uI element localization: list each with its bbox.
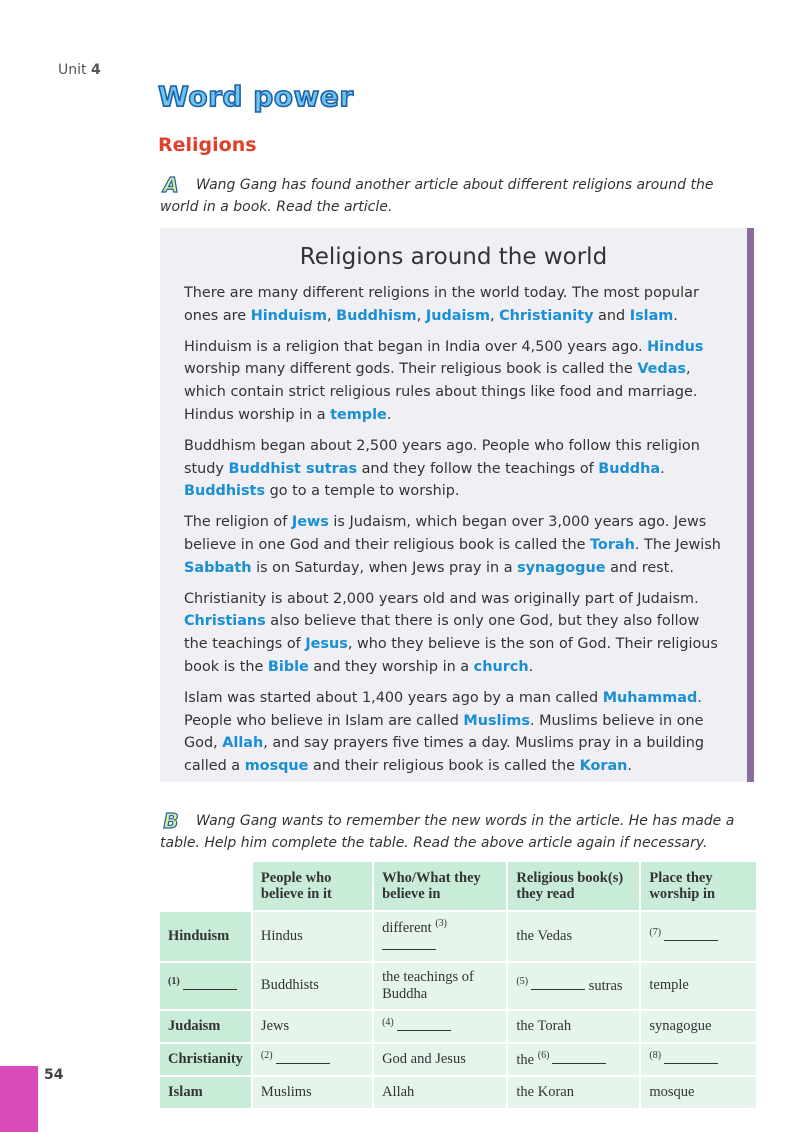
cell-text: temple (649, 977, 689, 994)
paragraph-text: , (489, 307, 500, 324)
table-row (159, 1010, 757, 1043)
table-header-row (159, 861, 757, 911)
paragraph-text: There are many different religions in the world today. The most popular ones are (184, 285, 699, 324)
row-header (159, 1076, 252, 1109)
row-header (159, 1010, 252, 1043)
answer-blank[interactable] (664, 928, 718, 941)
answer-blank[interactable] (664, 1051, 718, 1064)
keyword: Christianity (499, 307, 594, 324)
paragraph-text: , which contain strict religious rules about things like food and marriage. Hindus worship in a (184, 361, 698, 423)
answer-blank[interactable] (276, 1051, 330, 1064)
keyword: Allah (222, 735, 264, 752)
paragraph-text: . People who believe in Islam are called (184, 689, 702, 729)
cell-text: Christianity (168, 1050, 243, 1067)
vocabulary-table (158, 860, 758, 1110)
keyword: mosque (244, 758, 309, 775)
unit-number: 4 (90, 62, 101, 78)
paragraph-text: is on Saturday, when Jews pray in a (251, 559, 518, 576)
keyword: Sabbath (184, 559, 252, 576)
keyword: Christians (184, 613, 266, 630)
table-row (159, 1043, 757, 1076)
paragraph-text: . (673, 307, 678, 324)
paragraph-text: Hinduism is a religion that began in India over 4,500 years ago. (184, 338, 648, 355)
paragraph-text: . The Jewish (634, 536, 721, 553)
paragraph-text: The religion of (184, 514, 292, 531)
row-header (159, 911, 252, 962)
cell-text: Judaism (168, 1017, 221, 1034)
keyword: synagogue (517, 559, 606, 576)
blank-number: (1) (168, 976, 180, 988)
paragraph-text: , (416, 307, 426, 324)
keyword: Jews (291, 514, 329, 531)
unit-label: Unit 4 (58, 62, 101, 78)
table-cell (373, 1076, 507, 1109)
article-paragraph (160, 687, 747, 778)
cell-text: mosque (649, 1083, 695, 1100)
column-header: Religious book(s) they read (507, 861, 640, 911)
cell-text: the teachings of Buddha (382, 968, 474, 1002)
paragraph-text: . Muslims believe in one God, (184, 712, 704, 752)
keyword: Buddhist sutras (228, 460, 358, 477)
keyword: Hinduism (250, 307, 327, 324)
answer-blank[interactable] (183, 977, 237, 990)
paragraph-text: , who they believe is the son of God. Their religious book is the (184, 636, 718, 675)
keyword: church (473, 658, 529, 675)
blank-number: (6) (537, 1049, 550, 1061)
paragraph-text: and rest. (605, 559, 674, 576)
blank-number: (3) (435, 918, 448, 929)
table-cell (640, 962, 757, 1010)
article-body (160, 282, 747, 778)
page-number: 54 (44, 1067, 64, 1083)
article-paragraph (160, 435, 747, 503)
cell-text: Jews (260, 1017, 290, 1034)
table-cell (507, 962, 640, 1010)
paragraph-text: also believe that there is only one God, but they also follow the teachings of (184, 613, 700, 653)
table-cell (640, 911, 757, 962)
paragraph-text: Christianity is about 2,000 years old and was originally part of Judaism. (184, 590, 699, 607)
keyword: Buddha (598, 460, 661, 477)
keyword: Bible (267, 658, 309, 675)
cell-text: synagogue (649, 1017, 712, 1034)
table-cell (507, 911, 640, 962)
cell-text: Buddhists (260, 977, 319, 994)
table-cell (507, 1043, 640, 1076)
cell-text: different (382, 919, 436, 936)
cell-text: Allah (382, 1083, 415, 1100)
table-cell (507, 1076, 640, 1109)
article-paragraph (160, 511, 747, 579)
keyword: temple (330, 406, 387, 423)
row-header (159, 1043, 252, 1076)
blank-number: (2) (260, 1049, 273, 1061)
paragraph-text: is Judaism, which began over 3,000 years ago. Jews believe in one God and their religious book is called the (184, 514, 707, 553)
column-header: Place they worship in (640, 861, 757, 911)
keyword: Islam (629, 307, 674, 324)
instruction-a (160, 174, 742, 218)
badge-b: B (163, 809, 179, 833)
answer-blank[interactable] (382, 937, 436, 950)
table-cell (252, 962, 373, 1010)
table-cell (252, 1010, 373, 1043)
keyword: Buddhism (336, 307, 417, 324)
article-paragraph (160, 282, 747, 328)
page-title: Word power (158, 80, 354, 113)
paragraph-text: worship many different gods. Their religious book is called the (184, 361, 638, 378)
instruction-a-text: Wang Gang has found another article about different religions around the world in a book. Read the article. (160, 177, 714, 215)
table-cell (640, 1010, 757, 1043)
cell-text: God and Jesus (382, 1050, 466, 1067)
paragraph-text: . (386, 406, 392, 423)
paragraph-text: and (593, 307, 630, 324)
table-row (159, 911, 757, 962)
table-corner (159, 861, 252, 911)
paragraph-text: and their religious book is called the (308, 758, 580, 775)
table-cell (252, 911, 373, 962)
answer-blank[interactable] (531, 977, 585, 990)
cell-text: Muslims (260, 1083, 312, 1100)
article-panel (160, 228, 754, 782)
keyword: Torah (590, 536, 635, 553)
table-cell (507, 1010, 640, 1043)
cell-text: the Torah (516, 1017, 572, 1034)
cell-text: Hinduism (168, 927, 230, 944)
instruction-b (160, 810, 742, 854)
keyword: Hindus (647, 338, 704, 355)
paragraph-text: go to a temple to worship. (265, 483, 460, 500)
keyword: Jesus (305, 636, 348, 653)
paragraph-text: . (660, 460, 665, 477)
table-cell (252, 1043, 373, 1076)
article-paragraph (160, 588, 747, 679)
table-cell (252, 1076, 373, 1109)
keyword: Muslims (463, 712, 530, 729)
keyword: Buddhists (184, 483, 266, 500)
cell-text: the Vedas (516, 927, 573, 944)
answer-blank[interactable] (552, 1051, 606, 1064)
keyword: Koran (579, 758, 628, 775)
paragraph-text: , (326, 307, 337, 324)
paragraph-text: and they follow the teachings of (357, 460, 599, 477)
cell-text: the Koran (516, 1083, 574, 1100)
keyword: Vedas (637, 361, 686, 378)
blank-number: (7) (649, 927, 662, 938)
paragraph-text: , and say prayers five times a day. Muslims pray in a building called a (184, 735, 705, 775)
cell-text: the (516, 1051, 538, 1068)
row-header (159, 962, 252, 1010)
paragraph-text: . (627, 758, 632, 775)
blank-number: (8) (649, 1049, 662, 1061)
paragraph-text: Islam was started about 1,400 years ago by a man called (184, 689, 603, 706)
blank-number: (4) (382, 1016, 394, 1028)
answer-blank[interactable] (397, 1018, 451, 1031)
column-header: People who believe in it (252, 861, 373, 911)
table-row (159, 1076, 757, 1109)
table-body (159, 911, 757, 1109)
cell-text: Hindus (260, 927, 303, 944)
instruction-b-text: Wang Gang wants to remember the new words in the article. He has made a table. Help him complete the table. Read the above article again if necessary. (160, 813, 735, 851)
keyword: Judaism (425, 307, 490, 324)
table-cell (373, 911, 507, 962)
page-color-bar (0, 1066, 38, 1132)
keyword: Muhammad (602, 689, 698, 706)
badge-a: A (163, 173, 179, 197)
article-title: Religions around the world (299, 244, 608, 270)
section-subtitle: Religions (158, 134, 257, 156)
table-cell (640, 1043, 757, 1076)
paragraph-text: and they worship in a (308, 658, 474, 675)
table-cell (640, 1076, 757, 1109)
table-row (159, 962, 757, 1010)
article-paragraph (160, 336, 747, 427)
cell-text: sutras (585, 978, 623, 995)
table-cell (373, 1043, 507, 1076)
table-cell (373, 1010, 507, 1043)
cell-text: Islam (168, 1083, 203, 1100)
table-cell (373, 962, 507, 1010)
column-header: Who/What they believe in (373, 861, 507, 911)
blank-number: (5) (516, 976, 529, 988)
paragraph-text: Buddhism began about 2,500 years ago. People who follow this religion study (184, 437, 700, 477)
paragraph-text: . (528, 658, 534, 675)
